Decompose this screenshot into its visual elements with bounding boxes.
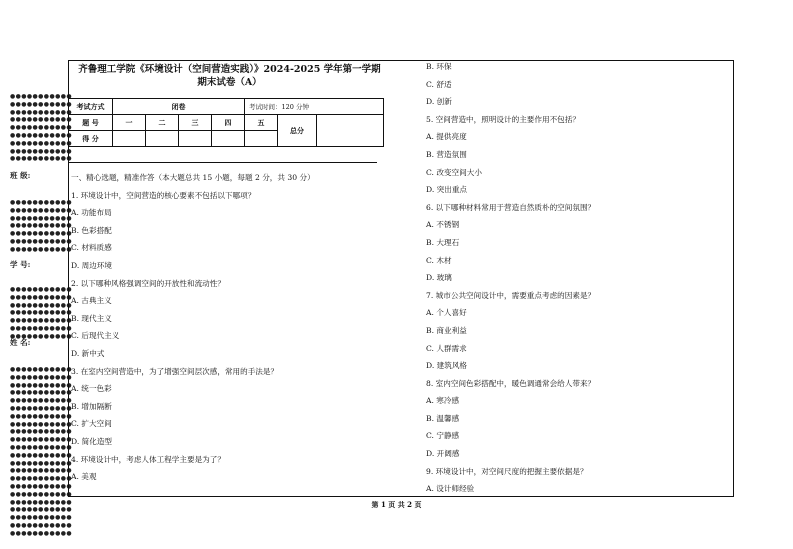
question-col-4: 四 [212, 115, 245, 131]
question-stem: 1. 环境设计中，空间营造的核心要素不包括以下哪项？ [71, 190, 256, 200]
seal-dots-row: ●●●●●●●●●●● [10, 397, 72, 405]
seal-dots-row: ●●●●●●●●●●● [10, 309, 72, 317]
seal-dots-row: ●●●●●●●●●●● [10, 373, 72, 381]
question-stem: 2. 以下哪种风格强调空间的开放性和流动性？ [71, 278, 225, 288]
answer-option[interactable]: A. 个人喜好 [426, 308, 467, 318]
score-cell-1[interactable] [113, 131, 146, 147]
seal-dots-row: ●●●●●●●●●●● [10, 301, 72, 309]
name-label: 姓 名: [10, 338, 31, 347]
seal-dots-row: ●●●●●●●●●●● [10, 214, 72, 222]
seal-dots-row: ●●●●●●●●●●● [10, 529, 72, 537]
question-col-3: 三 [179, 115, 212, 131]
answer-option[interactable]: A. 美观 [71, 472, 97, 482]
question-stem: 9. 环境设计中，对空间尺度的把握主要依据是？ [426, 466, 588, 476]
question-col-1: 一 [113, 115, 146, 131]
seal-dots-row: ●●●●●●●●●●● [10, 238, 72, 245]
seal-dots-row: ●●●●●●●●●●● [10, 132, 72, 139]
seal-dots-row: ●●●●●●●●●●● [10, 428, 72, 436]
seal-dots-row: ●●●●●●●●●●● [10, 405, 72, 412]
seal-dots-row: ●●●●●●●●●●● [10, 139, 72, 147]
answer-option[interactable]: A. 古典主义 [71, 296, 112, 306]
seal-dots-row: ●●●●●●●●●●● [10, 381, 72, 389]
question-stem: 5. 空间营造中，照明设计的主要作用不包括？ [426, 114, 580, 124]
score-cell-5[interactable] [245, 131, 278, 147]
seal-dots-row: ●●●●●●●●●●● [10, 490, 72, 498]
seal-dots-row: ●●●●●●●●●●● [10, 475, 72, 483]
answer-option[interactable]: B. 色彩搭配 [71, 225, 112, 235]
exam-title [72, 63, 387, 89]
answer-option[interactable]: D. 新中式 [71, 348, 105, 358]
answer-option[interactable]: B. 商业利益 [426, 325, 467, 335]
title-line-2: 期末试卷（A） [197, 77, 262, 88]
score-cell-2[interactable] [146, 131, 179, 147]
seal-dots-row: ●●●●●●●●●●● [10, 293, 72, 301]
seal-dots-row: ●●●●●●●●●●● [10, 93, 72, 100]
seal-dots-row: ●●●●●●●●●●● [10, 124, 72, 132]
seal-dots-row: ●●●●●●●●●●● [10, 245, 72, 253]
seal-dots-row: ●●●●●●●●●●● [10, 199, 72, 206]
answer-option[interactable]: C. 人群需求 [426, 343, 467, 353]
answer-option[interactable]: C. 后现代主义 [71, 331, 120, 341]
answer-option[interactable]: D. 玻璃 [426, 273, 452, 283]
question-stem: 8. 室内空间色彩搭配中，暖色调通常会给人带来？ [426, 378, 596, 388]
score-label: 得 分 [69, 131, 113, 147]
seal-dots-row: ●●●●●●●●●●● [10, 436, 72, 444]
question-col-2: 二 [146, 115, 179, 131]
answer-option[interactable]: D. 开阔感 [426, 449, 460, 459]
question-stem: 4. 环境设计中，考虑人体工程学主要是为了？ [71, 454, 225, 464]
seal-dots-row: ●●●●●●●●●●● [10, 325, 72, 332]
answer-option[interactable]: C. 舒适 [426, 79, 452, 89]
seal-dots-row: ●●●●●●●●●●● [10, 412, 72, 420]
answer-option[interactable]: C. 材料质感 [71, 243, 112, 253]
answer-option[interactable]: D. 突出重点 [426, 185, 468, 195]
exam-method-value: 闭卷 [113, 99, 245, 115]
answer-option[interactable]: A. 统一色彩 [71, 384, 112, 394]
answer-option[interactable]: A. 功能布局 [71, 208, 112, 218]
answer-option[interactable]: B. 营造氛围 [426, 149, 467, 159]
seal-dots-row: ●●●●●●●●●●● [10, 286, 72, 293]
seal-dots-row: ●●●●●●●●●●● [10, 206, 72, 214]
answer-option[interactable]: B. 现代主义 [71, 313, 112, 323]
answer-option[interactable]: C. 扩大空间 [71, 419, 112, 429]
exam-method-label: 考试方式 [69, 99, 113, 115]
answer-option[interactable]: B. 大理石 [426, 237, 460, 247]
total-score-label: 总分 [278, 115, 317, 147]
exam-time: 考试时间：120 分钟 [245, 99, 384, 115]
answer-option[interactable]: D. 周边环境 [71, 260, 113, 270]
answer-option[interactable]: A. 寒冷感 [426, 396, 460, 406]
answer-option[interactable]: A. 提供亮度 [426, 132, 467, 142]
seal-dots-row: ●●●●●●●●●●● [10, 522, 72, 529]
seal-dots-row: ●●●●●●●●●●● [10, 317, 72, 325]
seal-dots-row: ●●●●●●●●●●● [10, 498, 72, 506]
seal-dots-row: ●●●●●●●●●●● [10, 506, 72, 514]
question-col-5: 五 [245, 115, 278, 131]
student-id-label: 学 号: [10, 260, 31, 269]
question-stem: 3. 在室内空间营造中，为了增强空间层次感，常用的手法是？ [71, 366, 279, 376]
question-no-label: 题 号 [69, 115, 113, 131]
score-cell-4[interactable] [212, 131, 245, 147]
score-table [68, 98, 384, 147]
answer-option[interactable]: C. 宁静感 [426, 431, 460, 441]
left-question-column [71, 169, 315, 486]
seal-dots-row: ●●●●●●●●●●● [10, 100, 72, 108]
answer-option[interactable]: A. 设计师经验 [426, 484, 475, 494]
title-line-1: 齐鲁理工学院《环境设计（空间营造实践）》2024-2025 学年第一学期 [78, 64, 381, 75]
seal-dots-row: ●●●●●●●●●●● [10, 467, 72, 475]
right-question-column [426, 58, 595, 498]
seal-dots-row: ●●●●●●●●●●● [10, 108, 72, 116]
seal-dots-row: ●●●●●●●●●●● [10, 420, 72, 428]
seal-dots-row: ●●●●●●●●●●● [10, 451, 72, 459]
seal-dots-row: ●●●●●●●●●●● [10, 155, 72, 163]
page-number: 第 1 页 共 2 页 [371, 500, 422, 509]
answer-option[interactable]: B. 温馨感 [426, 413, 460, 423]
section-heading: 一、精心选题，精准作答（本大题总共 15 小题，每题 2 分，共 30 分） [71, 173, 315, 182]
seal-dots-row: ●●●●●●●●●●● [10, 366, 72, 373]
answer-option[interactable]: D. 建筑风格 [426, 361, 468, 371]
section-divider [68, 162, 377, 163]
answer-option[interactable]: C. 改变空间大小 [426, 167, 482, 177]
answer-option[interactable]: B. 环保 [426, 62, 452, 71]
score-cell-3[interactable] [179, 131, 212, 147]
seal-dots-row: ●●●●●●●●●●● [10, 332, 72, 340]
question-stem: 7. 城市公共空间设计中，需要重点考虑的因素是？ [426, 290, 596, 300]
seal-dots-row: ●●●●●●●●●●● [10, 222, 72, 230]
class-label: 班 级: [10, 171, 31, 180]
seal-dots-row: ●●●●●●●●●●● [10, 230, 72, 238]
answer-option[interactable]: D. 简化造型 [71, 436, 113, 446]
seal-dots-row: ●●●●●●●●●●● [10, 116, 72, 124]
seal-dots-row: ●●●●●●●●●●● [10, 389, 72, 397]
seal-dots-row: ●●●●●●●●●●● [10, 459, 72, 467]
seal-dots-row: ●●●●●●●●●●● [10, 483, 72, 490]
answer-option[interactable]: A. 不锈钢 [426, 220, 460, 230]
seal-dots-row: ●●●●●●●●●●● [10, 147, 72, 155]
seal-dots-row: ●●●●●●●●●●● [10, 444, 72, 451]
seal-dots-row: ●●●●●●●●●●● [10, 514, 72, 522]
answer-option[interactable]: B. 增加隔断 [71, 401, 112, 411]
answer-option[interactable]: D. 创新 [426, 97, 452, 107]
total-score-cell[interactable] [317, 115, 384, 147]
answer-option[interactable]: C. 木材 [426, 255, 452, 265]
question-stem: 6. 以下哪种材料常用于营造自然质朴的空间氛围？ [426, 202, 596, 212]
